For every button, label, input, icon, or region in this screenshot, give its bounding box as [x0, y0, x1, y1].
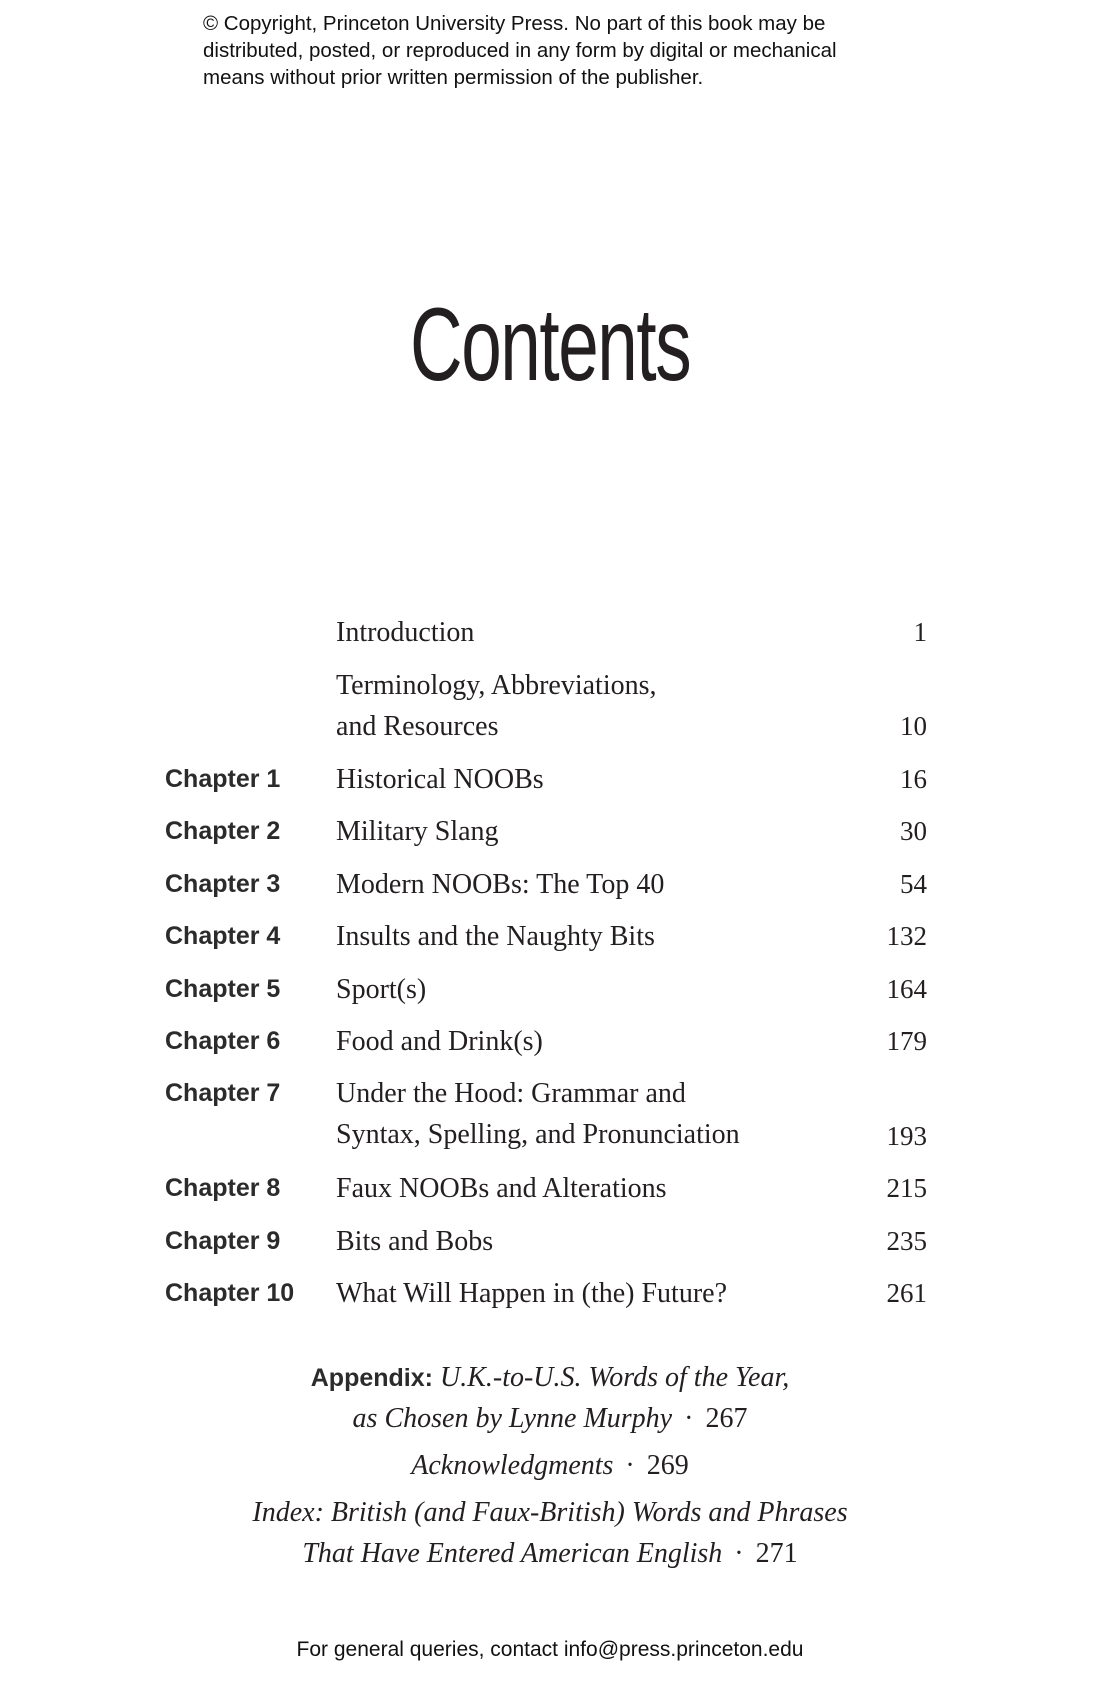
chapter-title: Under the Hood: Grammar and — [336, 1078, 686, 1109]
page-number: 132 — [886, 921, 927, 951]
copyright-line: means without prior written permission of the publisher. — [203, 66, 704, 89]
chapter-title: Modern NOOBs: The Top 40 — [336, 869, 665, 900]
separator-dot: · — [684, 1403, 694, 1434]
appendix-label: Appendix: — [310, 1364, 433, 1392]
separator-dot: · — [625, 1450, 635, 1481]
appendix-title-continued: as Chosen by Lynne Murphy — [352, 1403, 673, 1434]
chapter-title: Faux NOOBs and Alterations — [336, 1173, 667, 1204]
page-number: 1 — [913, 617, 927, 647]
page-number: 261 — [886, 1278, 927, 1308]
page-number: 215 — [886, 1173, 927, 1203]
appendix-title: U.K.-to-U.S. Words of the Year, — [439, 1362, 790, 1393]
index-entry[interactable] — [0, 1492, 1100, 1533]
chapter-title-continued: and Resources — [336, 711, 499, 742]
page-number: 30 — [900, 816, 927, 846]
chapter-title: Introduction — [336, 617, 475, 648]
contact-footer: For general queries, contact info@press.princeton.edu — [296, 1638, 804, 1661]
page-number: 16 — [900, 764, 927, 794]
page-number: 193 — [886, 1121, 927, 1151]
chapter-number: Chapter 10 — [165, 1279, 295, 1307]
chapter-title: Food and Drink(s) — [336, 1026, 543, 1057]
index-title: Index: British (and Faux-British) Words and Phrases — [252, 1497, 848, 1528]
page-number: 269 — [646, 1450, 689, 1481]
chapter-number: Chapter 7 — [165, 1079, 281, 1107]
chapter-title: What Will Happen in (the) Future? — [336, 1278, 728, 1309]
page-number: 235 — [886, 1226, 927, 1256]
page-number: 179 — [886, 1026, 927, 1056]
separator-dot: · — [734, 1538, 744, 1569]
chapter-title: Sport(s) — [336, 974, 427, 1005]
chapter-title: Bits and Bobs — [336, 1226, 494, 1257]
page-number: 10 — [900, 711, 927, 741]
chapter-title-continued: Syntax, Spelling, and Pronunciation — [336, 1119, 740, 1150]
page-number: 164 — [886, 974, 927, 1004]
chapter-title: Historical NOOBs — [336, 764, 544, 795]
chapter-title: Insults and the Naughty Bits — [336, 921, 655, 952]
index-entry-continued[interactable] — [0, 1533, 1100, 1574]
page-number: 54 — [900, 869, 927, 899]
acknowledgments-title: Acknowledgments — [411, 1450, 614, 1481]
chapter-number: Chapter 2 — [165, 817, 281, 845]
chapter-number: Chapter 1 — [165, 765, 281, 793]
page-number: 267 — [705, 1403, 748, 1434]
chapter-number: Chapter 9 — [165, 1227, 281, 1255]
page-number: 271 — [755, 1538, 798, 1569]
copyright-line: distributed, posted, or reproduced in any form by digital or mechanical — [203, 39, 837, 62]
chapter-title: Terminology, Abbreviations, — [336, 670, 657, 701]
page-title: Contents — [409, 287, 691, 403]
acknowledgments-entry[interactable] — [0, 1445, 1100, 1486]
index-title-continued: That Have Entered American English — [302, 1538, 723, 1569]
chapter-number: Chapter 8 — [165, 1174, 281, 1202]
appendix-entry[interactable] — [0, 1357, 1100, 1399]
chapter-number: Chapter 5 — [165, 975, 281, 1003]
chapter-number: Chapter 6 — [165, 1027, 281, 1055]
chapter-number: Chapter 4 — [165, 922, 281, 950]
chapter-title: Military Slang — [336, 816, 499, 847]
chapter-number: Chapter 3 — [165, 870, 281, 898]
appendix-entry-continued[interactable] — [0, 1398, 1100, 1439]
copyright-line: © Copyright, Princeton University Press. No part of this book may be — [203, 12, 826, 35]
